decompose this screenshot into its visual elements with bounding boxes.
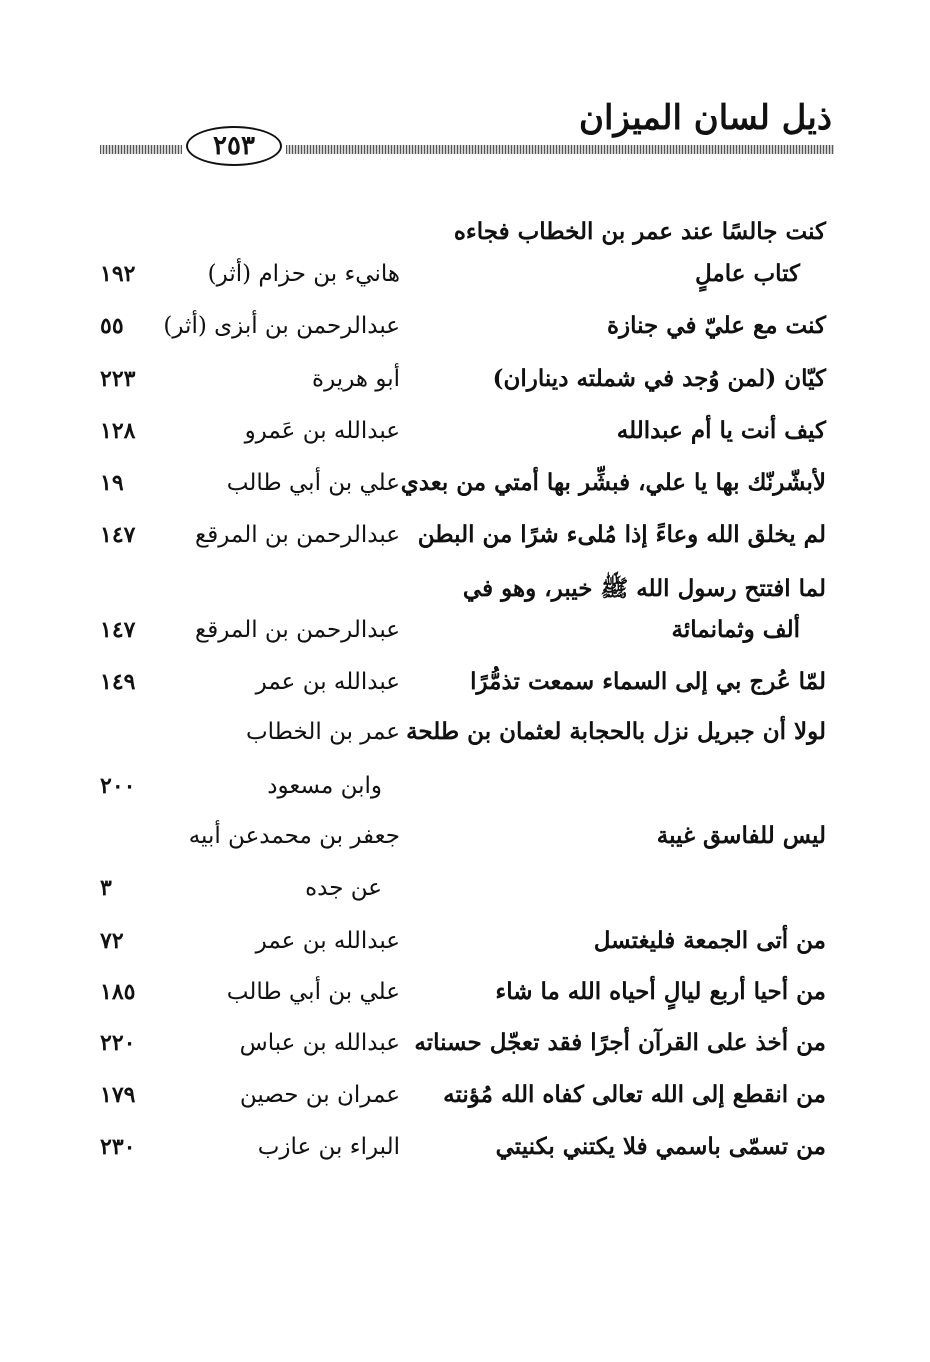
narrator: عبدالرحمن بن المرقع	[194, 617, 400, 643]
hadith-text: كيّان (لمن وُجد في شملته ديناران)	[492, 365, 826, 392]
narrator: البراء بن عازب	[257, 1134, 400, 1160]
hadith-text: لمّا عُرج بي إلى السماء سمعت تذمُّرًا	[470, 668, 826, 695]
list-item	[0, 915, 930, 967]
list-item	[0, 1069, 930, 1121]
list-item	[0, 353, 930, 405]
hadith-text	[426, 760, 826, 812]
hadith-text: كنت مع عليّ في جنازة	[606, 312, 826, 339]
page-ref: ٢٣٠	[100, 1134, 136, 1160]
list-item	[0, 1017, 930, 1069]
list-item	[0, 810, 930, 862]
page-ref: ١٤٧	[100, 522, 136, 548]
hadith-text: ألف وثمانمائة	[671, 616, 800, 643]
hadith-text: من أخذ على القرآن أجرًا فقد تعجّل حسناته	[414, 1029, 826, 1056]
narrator: هانيء بن حزام (أثر)	[207, 261, 400, 287]
page-ref: ٢٠٠	[100, 773, 136, 799]
list-item	[0, 760, 930, 812]
hadith-text: ليس للفاسق غيبة	[656, 822, 826, 849]
hadith-text: كنت جالسًا عند عمر بن الخطاب فجاءه	[453, 218, 826, 245]
narrator: عن جده	[305, 875, 382, 901]
page-ref: ١٩٢	[100, 261, 136, 287]
page-ref: ٥٥	[100, 313, 124, 339]
hadith-text: من أتى الجمعة فليغتسل	[593, 927, 826, 954]
page-ref	[100, 706, 160, 758]
hadith-text: من أحيا أربع ليالٍ أحياه الله ما شاء	[495, 978, 826, 1005]
page-ref: ٢٢٠	[100, 1030, 136, 1056]
page-ref: ٧٢	[100, 928, 124, 954]
hadith-text: لأبشّرنّك بها يا علي، فبشِّر بها أمتي من بعدي	[400, 469, 826, 496]
narrator: عبدالرحمن بن أبزى (أثر)	[163, 313, 400, 339]
list-item	[0, 862, 930, 914]
list-item	[0, 300, 930, 352]
page-ref: ٣	[100, 875, 112, 901]
list-item	[0, 966, 930, 1018]
list-item	[0, 656, 930, 708]
narrator: علي بن أبي طالب	[226, 470, 400, 496]
page-ref: ١٩	[100, 470, 124, 496]
page-ref: ١٤٧	[100, 617, 136, 643]
list-item	[0, 248, 930, 300]
page-ref: ١٨٥	[100, 979, 136, 1005]
list-item	[0, 706, 930, 758]
hadith-text	[426, 862, 826, 914]
page-ref	[100, 810, 160, 862]
narrator: عبدالله بن عمر	[255, 669, 400, 695]
narrator: جعفر بن محمدعن أبيه	[188, 823, 400, 849]
narrator: عبدالله بن عباس	[239, 1030, 400, 1056]
narrator: عبدالله بن عمر	[255, 928, 400, 954]
hadith-text: كتاب عاملٍ	[694, 260, 800, 287]
page-number-badge: ٢٥٣	[186, 126, 282, 166]
narrator: عمر بن الخطاب	[245, 719, 400, 745]
narrator: عبدالرحمن بن المرقع	[194, 522, 400, 548]
page-ref: ١٤٩	[100, 669, 136, 695]
list-item	[0, 457, 930, 509]
list-item	[0, 1121, 930, 1173]
list-item	[0, 405, 930, 457]
page-ref: ٢٢٣	[100, 366, 136, 392]
hadith-text: لولا أن جبريل نزل بالحجابة لعثمان بن طلحة	[406, 718, 826, 745]
page-ref: ١٧٩	[100, 1082, 136, 1108]
hadith-text: لم يخلق الله وعاءً إذا مُلىء شرًا من البطن	[417, 521, 826, 548]
hadith-text: كيف أنت يا أم عبدالله	[616, 417, 826, 444]
page-header-title: ذيل لسان الميزان	[579, 98, 832, 138]
hadith-text: من انقطع إلى الله تعالى كفاه الله مُؤنته	[443, 1081, 826, 1108]
narrator: علي بن أبي طالب	[226, 979, 400, 1005]
list-item	[0, 604, 930, 656]
hadith-text: لما افتتح رسول الله ﷺ خيبر، وهو في	[462, 575, 826, 602]
hadith-text: من تسمّى باسمي فلا يكتني بكنيتي	[495, 1133, 826, 1160]
narrator: عبدالله بن عَمرو	[244, 418, 400, 444]
narrator: وابن مسعود	[267, 773, 382, 799]
narrator: عمران بن حصين	[239, 1082, 400, 1108]
narrator: أبو هريرة	[312, 366, 400, 392]
list-item	[0, 509, 930, 561]
page-ref: ١٢٨	[100, 418, 136, 444]
